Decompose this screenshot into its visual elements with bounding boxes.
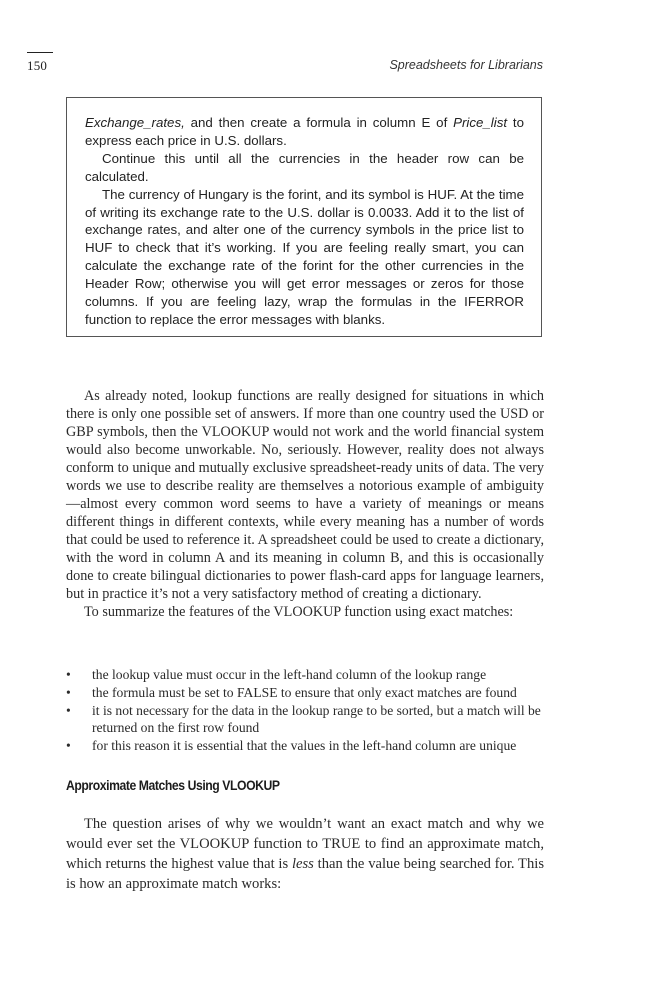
emphasis-less: less [291, 856, 314, 872]
section-text: than the value being searched for. This is how an approximate match works: [66, 856, 544, 892]
bullet-icon: • [66, 667, 71, 682]
exercise-paragraph-1 [85, 114, 524, 150]
section-text: The question arises of why we wouldn’t want an exact match and why we would ever set the VLOOKUP function to TRUE to find an approximate match, which returns the highest value that is [66, 816, 544, 872]
section-heading: Approximate Matches Using VLOOKUP [66, 778, 280, 794]
exercise-box [66, 97, 542, 337]
body-paragraph-2: To summarize the features of the VLOOKUP function using exact matches: [84, 604, 514, 620]
section-body-text [66, 814, 544, 894]
list-item [66, 684, 544, 702]
list-item-text: it is not necessary for the data in the lookup range to be sorted, but a match will be returned on the first row found [92, 702, 541, 736]
bullet-icon: • [66, 702, 71, 718]
body-paragraph-1: As already noted, lookup functions are really designed for situations in which there is only one possible set of answers. If more than one country used the USD or GBP symbols, then the VLOOKUP would not work and the world financial system would also become unworkable. No, seriously. However, reality does not always conform to unique and mutually exclusive spreadsheet-ready units of data. The very words we use to describe reality are themselves a notorious example of ambiguity—almost every common word seems to have a variety of meanings or means different things in different contexts, while every meaning has a number of words that could be used to reference it. A spreadsheet could be used to create a dictionary, with the word in column A and its meaning in column B, and this is occasionally done to create bilingual dictionaries to power flash-card apps for language learners, but in practice it’s not a very satisfactory method of creating a dictionary. [66, 388, 544, 602]
list-item-text: the lookup value must occur in the left-hand column of the lookup range [92, 667, 487, 682]
list-item-text: the formula must be set to FALSE to ensure that only exact matches are found [92, 684, 517, 700]
page-number: 150 [27, 58, 48, 73]
section-paragraph-1 [66, 814, 544, 894]
list-item [66, 666, 544, 684]
page-top-rule [27, 52, 53, 53]
exercise-paragraph-3: The currency of Hungary is the forint, and its symbol is HUF. At the time of writing its exchange rate to the U.S. dollar is 0.0033. Add it to the list of exchange rates, and alter one of the currency symbols in the price list to HUF to check that it’s working. If you are feeling really smart, you can calculate the exchange rate of the forint for the other currencies in the Header Row; otherwise you will get error messages or zeros for those columns. If you are feeling lazy, wrap the formulas in the IFERROR function to replace the error messages with blanks. [85, 186, 524, 327]
bullet-icon: • [66, 738, 71, 754]
sheet-name-exchange-rates: Exchange_rates, [85, 115, 185, 130]
list-item [66, 702, 544, 738]
exercise-text: to express each price in U.S. dollars. [85, 115, 524, 148]
list-item [66, 737, 544, 755]
exercise-text: and then create a formula in column E of [184, 115, 454, 130]
exercise-paragraph-2: Continue this until all the currencies in the header row can be calculated. [85, 150, 524, 184]
running-title: Spreadsheets for Librarians [389, 58, 543, 72]
sheet-name-price-list: Price_list [453, 115, 508, 130]
bullet-icon: • [66, 684, 71, 700]
body-text [66, 387, 544, 621]
feature-bullet-list [66, 666, 544, 755]
list-item-text: for this reason it is essential that the values in the left-hand column are unique [92, 738, 517, 754]
